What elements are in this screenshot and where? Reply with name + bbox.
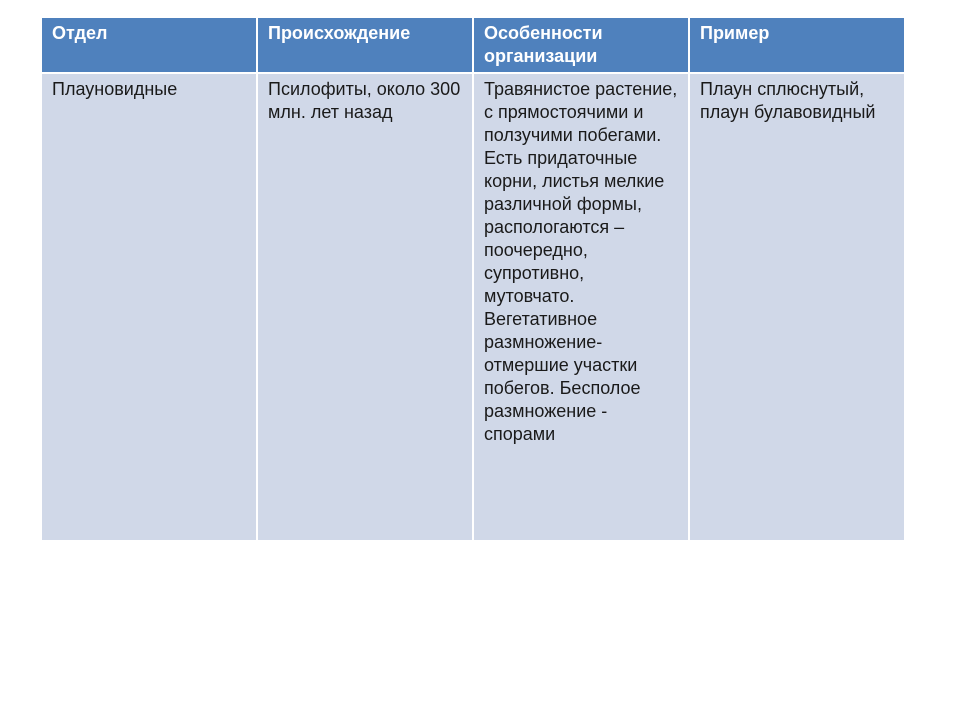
cell-division: Плауновидные xyxy=(41,73,257,541)
table-header-row xyxy=(41,17,905,73)
header-features: Особенности организации xyxy=(473,17,689,73)
header-origin: Происхождение xyxy=(257,17,473,73)
header-division: Отдел xyxy=(41,17,257,73)
header-example: Пример xyxy=(689,17,905,73)
plant-division-table xyxy=(40,16,906,542)
cell-origin: Псилофиты, около 300 млн. лет назад xyxy=(257,73,473,541)
cell-example: Плаун сплюснутый, плаун булавовидный xyxy=(689,73,905,541)
table-row xyxy=(41,73,905,541)
cell-features: Травянистое растение, с прямостоячими и ползучими побегами. Есть придаточные корни, листья мелкие различной формы, распологаются – поочередно, супротивно, мутовчато. Вегетативное размножение-отмершие участки побегов. Бесполое размножение - спорами xyxy=(473,73,689,541)
